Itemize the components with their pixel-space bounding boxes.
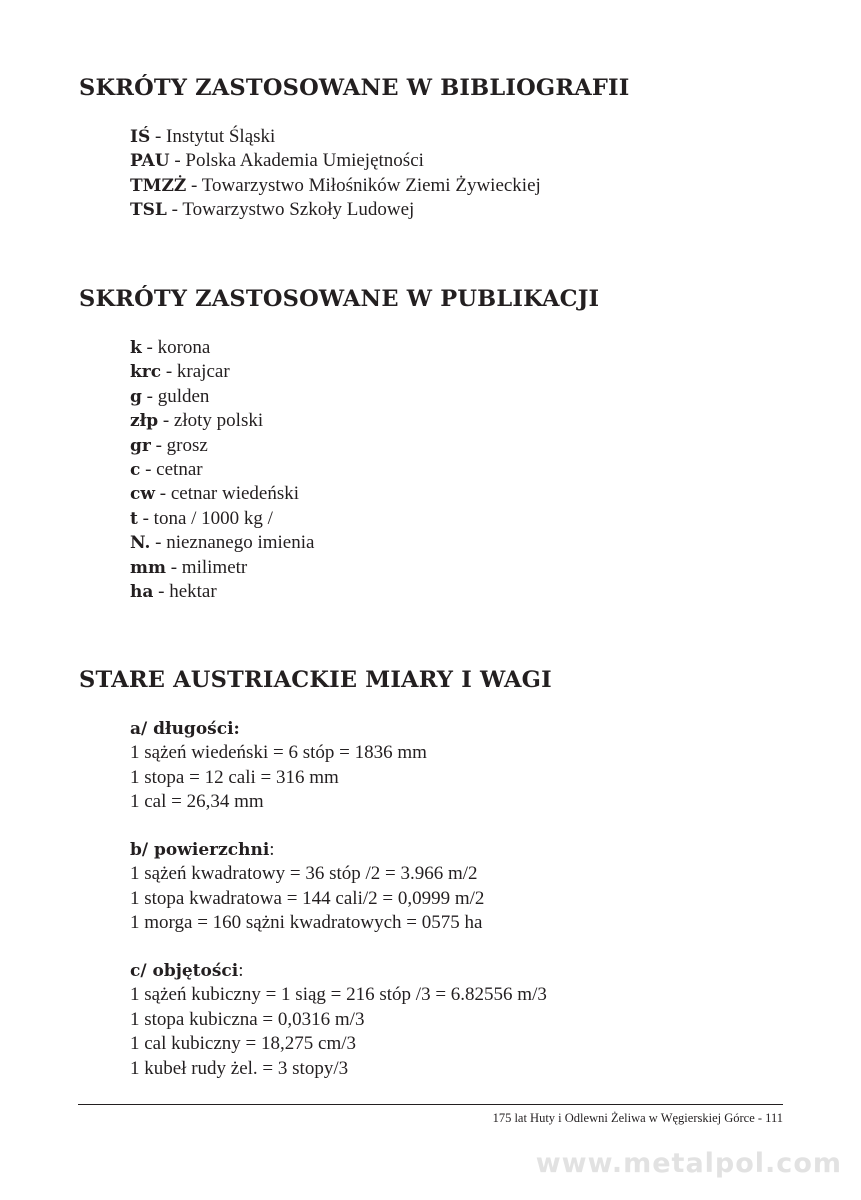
abbreviation-description: - Towarzystwo Miłośników Ziemi Żywieckiej bbox=[186, 174, 541, 196]
abbreviation: c bbox=[130, 460, 141, 481]
measure-line: 1 stopa kubiczna = 0,0316 m/3 bbox=[130, 1008, 365, 1030]
abbreviation: PAU bbox=[130, 151, 170, 172]
watermark: www.metalpol.com bbox=[535, 1148, 842, 1179]
measures-heading: STARE AUSTRIACKIE MIARY I WAGI bbox=[79, 667, 552, 693]
abbreviation: TSL bbox=[130, 200, 167, 221]
length-subsection-title: a/ długości: bbox=[130, 719, 240, 739]
subsection-title-suffix: : bbox=[238, 960, 244, 981]
bibliography-heading: SKRÓTY ZASTOSOWANE W BIBLIOGRAFII bbox=[79, 75, 630, 101]
subsection-title-suffix: : bbox=[269, 839, 275, 860]
measure-line: 1 cal kubiczny = 18,275 cm/3 bbox=[130, 1033, 356, 1055]
measure-line: 1 sążeń kwadratowy = 36 stóp /2 = 3.966 m/2 bbox=[130, 863, 478, 885]
abbreviation-description: - grosz bbox=[150, 434, 208, 456]
abbreviation-description: - gulden bbox=[141, 385, 210, 407]
abbreviation: IŚ bbox=[130, 127, 151, 147]
area-subsection-title: b/ powierzchni bbox=[130, 840, 270, 860]
publication-heading: SKRÓTY ZASTOSOWANE W PUBLIKACJI bbox=[79, 286, 600, 312]
volume-measures-block bbox=[130, 959, 547, 1081]
list-item bbox=[130, 482, 314, 506]
abbreviation: cw bbox=[130, 484, 155, 505]
measure-line: 1 cal = 26,34 mm bbox=[130, 791, 264, 813]
abbreviation-description: - milimetr bbox=[165, 556, 248, 578]
measure-line: 1 sążeń kubiczny = 1 siąg = 216 stóp /3 = 6.82556 m/3 bbox=[130, 984, 547, 1006]
abbreviation-description: - korona bbox=[141, 337, 211, 358]
subsection-title bbox=[130, 838, 484, 862]
abbreviation-description: - krajcar bbox=[161, 361, 230, 383]
list-item bbox=[130, 409, 314, 433]
list-item bbox=[130, 580, 314, 604]
abbreviation: N. bbox=[130, 533, 151, 554]
abbreviation-description: - Polska Akademia Umiejętności bbox=[169, 150, 424, 172]
abbreviation-description: - złoty polski bbox=[158, 410, 264, 432]
measure-line: 1 morga = 160 sążni kwadratowych = 0575 ha bbox=[130, 912, 483, 934]
page-footer: 175 lat Huty i Odlewni Żeliwa w Węgierskiej Górce - 111 bbox=[492, 1111, 783, 1125]
abbreviation: TMZŻ bbox=[130, 175, 187, 196]
abbreviation-description: - nieznanego imienia bbox=[150, 532, 315, 554]
list-item bbox=[130, 198, 541, 222]
abbreviation: gr bbox=[130, 435, 151, 456]
abbreviation: t bbox=[130, 508, 138, 529]
measure-line: 1 kubeł rudy żel. = 3 stopy/3 bbox=[130, 1057, 349, 1079]
list-item bbox=[130, 360, 314, 384]
abbreviation: ha bbox=[130, 582, 154, 603]
measure-line: 1 stopa kwadratowa = 144 cali/2 = 0,0999 m/2 bbox=[130, 887, 485, 909]
abbreviation-description: - cetnar bbox=[140, 459, 203, 481]
measure-line: 1 sążeń wiedeński = 6 stóp = 1836 mm bbox=[130, 742, 427, 764]
list-item bbox=[130, 434, 314, 458]
abbreviation-description: - tona / 1000 kg / bbox=[137, 507, 273, 529]
abbreviation-description: - cetnar wiedeński bbox=[155, 483, 300, 505]
subsection-title bbox=[130, 959, 547, 983]
list-item bbox=[130, 507, 314, 531]
list-item bbox=[130, 149, 541, 173]
abbreviation-description: - Towarzystwo Szkoły Ludowej bbox=[166, 199, 415, 221]
list-item bbox=[130, 385, 314, 409]
list-item bbox=[130, 125, 541, 149]
abbreviation-description: - Instytut Śląski bbox=[150, 126, 276, 147]
bibliography-abbreviation-list bbox=[130, 125, 541, 223]
publication-abbreviation-list bbox=[130, 336, 314, 604]
measure-line: 1 stopa = 12 cali = 316 mm bbox=[130, 766, 339, 788]
abbreviation: złp bbox=[130, 411, 159, 432]
list-item bbox=[130, 556, 314, 580]
volume-subsection-title: c/ objętości bbox=[130, 961, 239, 981]
list-item bbox=[130, 174, 541, 198]
list-item bbox=[130, 336, 314, 360]
area-measures-block bbox=[130, 838, 484, 936]
length-measures-block bbox=[130, 717, 427, 815]
abbreviation: g bbox=[130, 386, 142, 407]
abbreviation: k bbox=[130, 338, 142, 358]
subsection-title bbox=[130, 717, 427, 741]
abbreviation: krc bbox=[130, 362, 162, 383]
abbreviation: mm bbox=[130, 557, 166, 578]
list-item bbox=[130, 531, 314, 555]
list-item bbox=[130, 458, 314, 482]
footer-divider bbox=[78, 1104, 783, 1105]
abbreviation-description: - hektar bbox=[153, 581, 217, 603]
